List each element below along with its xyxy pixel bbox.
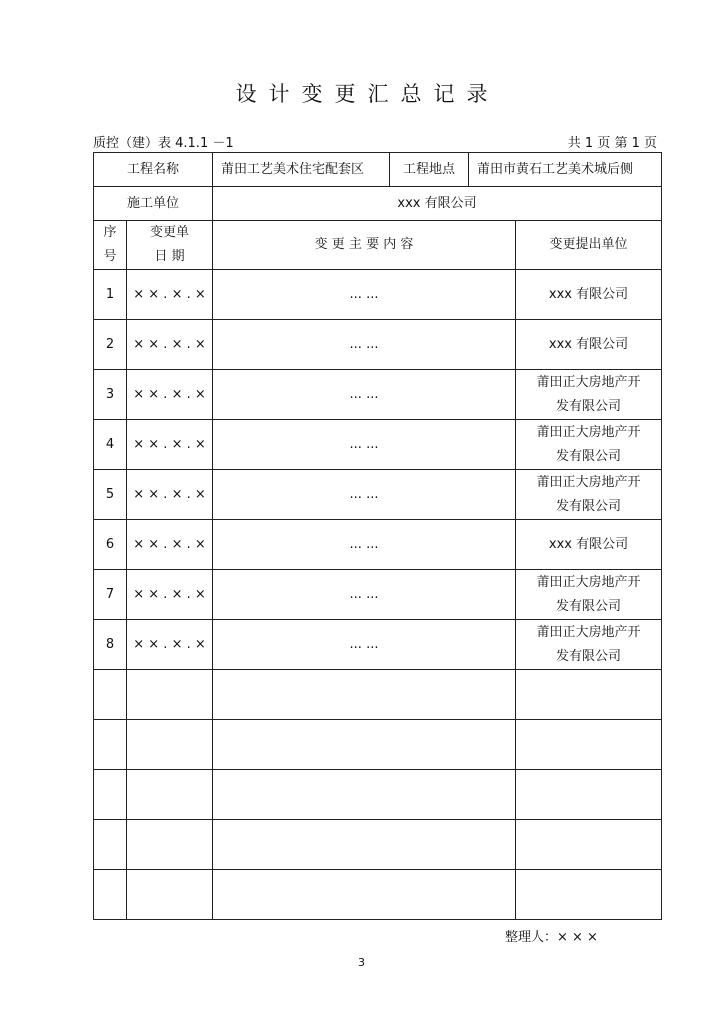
row-content: ... ... bbox=[213, 520, 516, 570]
row-seq: 7 bbox=[94, 570, 127, 620]
table-row bbox=[94, 570, 662, 620]
empty-table-row bbox=[94, 670, 662, 720]
row-date: × × . × . × bbox=[127, 570, 213, 620]
project-location-value: 莆田市黄石工艺美术城后侧 bbox=[469, 153, 662, 187]
seq-header-line1: 序 bbox=[103, 225, 117, 240]
row-date: × × . × . × bbox=[127, 620, 213, 670]
empty-cell bbox=[94, 770, 127, 820]
row-unit-line2: 发有限公司 bbox=[556, 448, 622, 464]
empty-cell bbox=[94, 720, 127, 770]
row-unit bbox=[516, 470, 662, 520]
table-row bbox=[94, 420, 662, 470]
empty-cell bbox=[94, 670, 127, 720]
seq-header bbox=[94, 221, 127, 270]
row-unit-line2: 发有限公司 bbox=[556, 648, 622, 664]
empty-cell bbox=[213, 720, 516, 770]
row-content: ... ... bbox=[213, 470, 516, 520]
row-seq: 3 bbox=[94, 370, 127, 420]
row-unit-line1: xxx 有限公司 bbox=[548, 286, 629, 302]
row-seq: 6 bbox=[94, 520, 127, 570]
project-name-label: 工程名称 bbox=[94, 153, 213, 187]
row-unit-line1: 莆田正大房地产开 bbox=[536, 374, 641, 390]
document-title: 设计变更汇总记录 bbox=[235, 82, 500, 106]
empty-cell bbox=[516, 670, 662, 720]
contractor-value: xxx 有限公司 bbox=[213, 187, 662, 221]
empty-cell bbox=[516, 770, 662, 820]
column-header-row bbox=[94, 221, 662, 270]
empty-table-row bbox=[94, 720, 662, 770]
empty-cell bbox=[516, 870, 662, 920]
empty-cell bbox=[213, 670, 516, 720]
row-date: × × . × . × bbox=[127, 270, 213, 320]
row-unit-line1: xxx 有限公司 bbox=[548, 336, 629, 352]
row-seq: 8 bbox=[94, 620, 127, 670]
project-location-label: 工程地点 bbox=[390, 153, 469, 187]
table-row bbox=[94, 270, 662, 320]
empty-cell bbox=[94, 820, 127, 870]
row-date: × × . × . × bbox=[127, 470, 213, 520]
empty-cell bbox=[213, 770, 516, 820]
empty-cell bbox=[213, 870, 516, 920]
empty-cell bbox=[127, 770, 213, 820]
row-unit-line1: 莆田正大房地产开 bbox=[536, 474, 641, 490]
seq-header-line2: 号 bbox=[103, 249, 117, 264]
empty-cell bbox=[127, 870, 213, 920]
empty-table-row bbox=[94, 820, 662, 870]
empty-cell bbox=[516, 820, 662, 870]
row-seq: 5 bbox=[94, 470, 127, 520]
date-header-line1: 变更单 bbox=[150, 225, 190, 240]
page-number: 3 bbox=[358, 956, 365, 969]
row-unit-line1: 莆田正大房地产开 bbox=[536, 624, 641, 640]
row-unit-line1: 莆田正大房地产开 bbox=[536, 574, 641, 590]
row-date: × × . × . × bbox=[127, 370, 213, 420]
row-date: × × . × . × bbox=[127, 320, 213, 370]
project-name-value: 莆田工艺美术住宅配套区 bbox=[213, 153, 390, 187]
table-row bbox=[94, 470, 662, 520]
project-name-row bbox=[94, 153, 662, 187]
row-seq: 1 bbox=[94, 270, 127, 320]
unit-header: 变更提出单位 bbox=[516, 221, 662, 270]
date-header bbox=[127, 221, 213, 270]
row-content: ... ... bbox=[213, 620, 516, 670]
content-header: 变 更 主 要 内 容 bbox=[213, 221, 516, 270]
row-unit bbox=[516, 270, 662, 320]
contractor-row bbox=[94, 187, 662, 221]
table-row bbox=[94, 370, 662, 420]
table-row bbox=[94, 620, 662, 670]
row-unit-line1: 莆田正大房地产开 bbox=[536, 424, 641, 440]
empty-cell bbox=[516, 720, 662, 770]
row-content: ... ... bbox=[213, 370, 516, 420]
date-header-line2: 日 期 bbox=[154, 249, 185, 264]
row-date: × × . × . × bbox=[127, 420, 213, 470]
row-unit-line2: 发有限公司 bbox=[556, 498, 622, 514]
row-unit bbox=[516, 420, 662, 470]
contractor-label: 施工单位 bbox=[94, 187, 213, 221]
row-content: ... ... bbox=[213, 270, 516, 320]
row-content: ... ... bbox=[213, 420, 516, 470]
row-unit-line1: xxx 有限公司 bbox=[548, 536, 629, 552]
table-row bbox=[94, 520, 662, 570]
empty-cell bbox=[94, 870, 127, 920]
table-row bbox=[94, 320, 662, 370]
row-unit bbox=[516, 620, 662, 670]
row-unit-line2: 发有限公司 bbox=[556, 398, 622, 414]
empty-cell bbox=[127, 670, 213, 720]
form-code: 质控（建）表 4.1.1 －1 bbox=[93, 136, 234, 151]
empty-table-row bbox=[94, 870, 662, 920]
change-summary-table bbox=[93, 152, 662, 920]
empty-table-row bbox=[94, 770, 662, 820]
row-unit bbox=[516, 320, 662, 370]
row-unit bbox=[516, 520, 662, 570]
empty-cell bbox=[127, 820, 213, 870]
empty-cell bbox=[127, 720, 213, 770]
sorter-signature: 整理人：× × × bbox=[505, 930, 598, 945]
row-unit bbox=[516, 370, 662, 420]
row-unit-line2: 发有限公司 bbox=[556, 598, 622, 614]
row-seq: 4 bbox=[94, 420, 127, 470]
row-date: × × . × . × bbox=[127, 520, 213, 570]
row-seq: 2 bbox=[94, 320, 127, 370]
page-count: 共 1 页 第 1 页 bbox=[567, 136, 657, 151]
empty-cell bbox=[213, 820, 516, 870]
row-unit bbox=[516, 570, 662, 620]
row-content: ... ... bbox=[213, 320, 516, 370]
row-content: ... ... bbox=[213, 570, 516, 620]
